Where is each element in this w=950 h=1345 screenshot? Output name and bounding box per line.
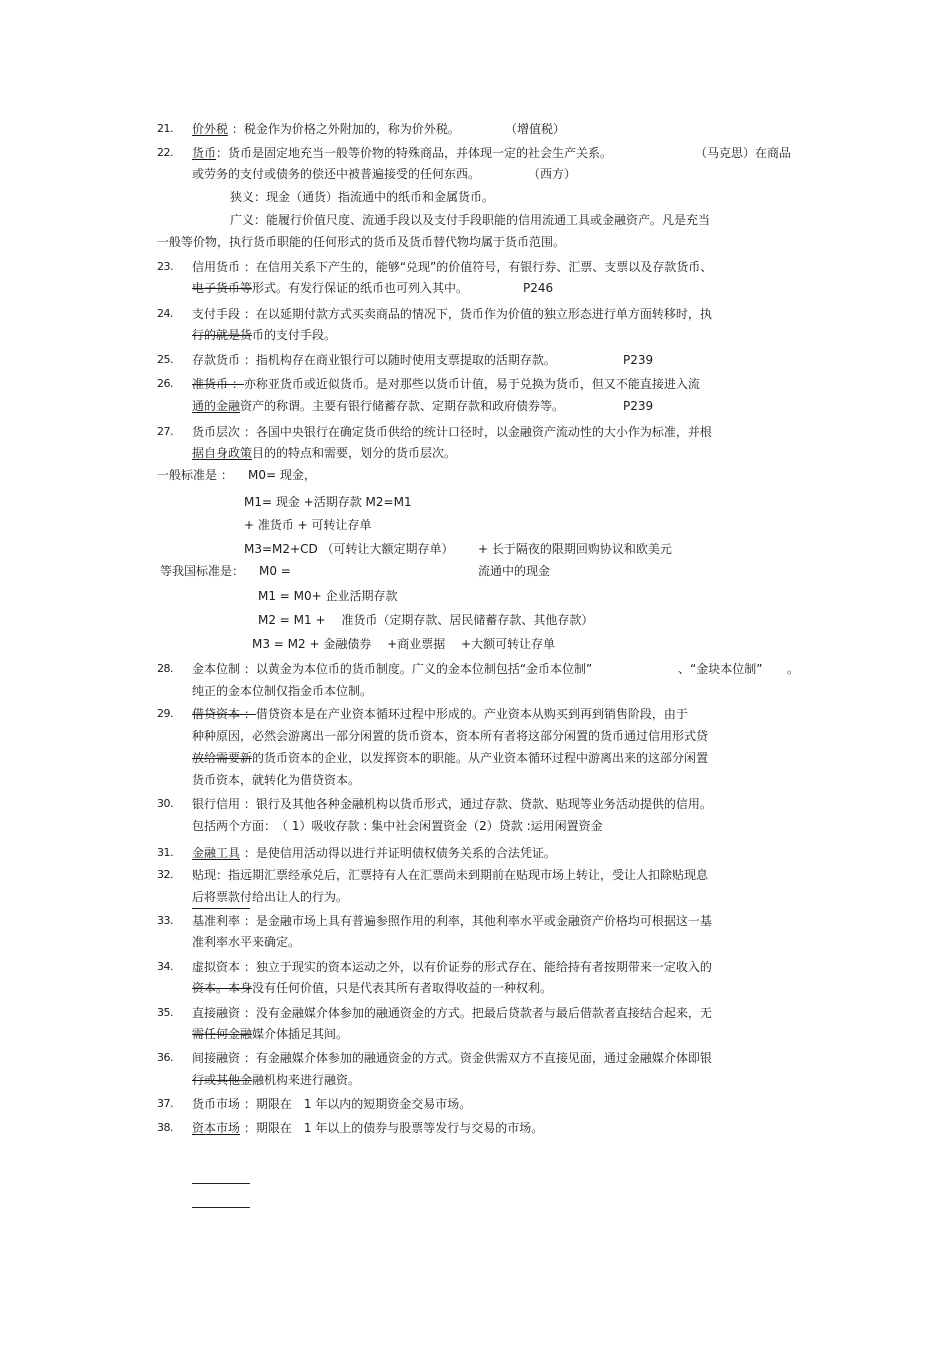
list-item [192, 145, 612, 161]
list-item [192, 121, 460, 137]
level-label: 一般标准是 ： [157, 468, 233, 482]
term: 银行信用 [192, 797, 241, 811]
list-item [192, 867, 708, 883]
item-number: 24. [157, 307, 173, 320]
definition: ：期限在 1 年以上的债券与股票等发行与交易的市场。 [240, 1121, 544, 1135]
level-m3-extra: + 长于隔夜的限期回购协议和欧美元 [478, 542, 672, 556]
definition: 借贷资本是在产业资本循环过程中形成的。产业资本从购买到再到销售阶段，由于 [255, 707, 688, 721]
definition: ：税金作为价格之外附加的，称为价外税。 [228, 122, 460, 136]
definition: ：指机构存在商业银行可以随时使用支票提取的活期存款。 [240, 353, 556, 367]
definition-line: 狭义：现金（通货）指流通中的纸币和金属货币。 [230, 190, 495, 204]
term: 支付手段 [192, 307, 241, 321]
cn-level-m2: M2 = M1 + 准货币（定期存款、居民储蓄存款、其他存款） [258, 613, 594, 627]
definition-line: 通的金融资产的称谓。主要有银行储蓄存款、定期存款和政府债券等。 [192, 399, 565, 413]
definition: ：以黄金为本位币的货币制度。广义的金本位制包括“金币本位制” [240, 662, 593, 676]
item-number: 34. [157, 960, 173, 973]
term: 直接融资 [192, 1006, 241, 1020]
definition-part: 、“金块本位制” [678, 662, 763, 676]
page-ref: P239 [623, 353, 654, 367]
cn-level-m3: M3 = M2 + 金融债券 +商业票据 +大额可转让存单 [252, 637, 556, 651]
term: 货币 [192, 146, 217, 160]
definition: ：银行及其他各种金融机构以货币形式，通过存款、贷款、贴现等业务活动提供的信用。 [240, 797, 712, 811]
definition: ：各国中央银行在确定货币供给的统计口径时，以金融资产流动性的大小作为标准，并根 [240, 425, 712, 439]
term: 基准利率 [192, 914, 241, 928]
definition: ：在以延期付款方式买卖商品的情况下，货币作为价值的独立形态进行单方面转移时，执 [240, 307, 712, 321]
item-number: 25. [157, 353, 173, 366]
item-number: 31. [157, 846, 173, 859]
note: （马克思）在商品 [695, 146, 792, 160]
list-item [192, 1005, 712, 1021]
cn-level-m0: M0 = [259, 564, 291, 578]
definition-line: 电子货币等形式。有发行保证的纸币也可列入其中。 [192, 281, 469, 295]
definition-line: 纯正的金本位制仅指金币本位制。 [192, 684, 373, 698]
level-m0: M0= 现金， [248, 468, 316, 482]
definition-line: 放给需要新的货币资本的企业，以发挥资本的职能。从产业资本循环过程中游离出来的这部分闲置 [192, 751, 709, 765]
term: 金本位制 [192, 662, 241, 676]
term: 货币市场 [192, 1097, 241, 1111]
blank-rule [192, 1207, 250, 1208]
term: 货币层次 [192, 425, 241, 439]
item-number: 27. [157, 425, 173, 438]
item-number: 30. [157, 797, 173, 810]
item-number: 36. [157, 1051, 173, 1064]
definition-line: 后将票款付给出让人的行为。 [192, 890, 349, 904]
term: 价外税 [192, 122, 229, 136]
cn-level-m1: M1 = M0+ 企业活期存款 [258, 589, 398, 603]
definition-line: 资本。本身没有任何价值，只是代表其所有者取得收益的一种权利。 [192, 981, 553, 995]
page-ref: P246 [523, 281, 554, 295]
definition: ：在信用关系下产生的，能够“兑现”的价值符号，有银行券、汇票、支票以及存款货币、 [240, 260, 713, 274]
list-item [192, 959, 712, 975]
item-number: 33. [157, 914, 173, 927]
definition-line: 一般等价物，执行货币职能的任何形式的货币及货币替代物均属于货币范围。 [157, 235, 566, 249]
note: （西方） [528, 167, 577, 181]
definition: ：是金融市场上具有普遍参照作用的利率，其他利率水平或金融资产价格均可根据这一基 [240, 914, 712, 928]
underline-rule [192, 908, 250, 909]
definition-line: 包括两个方面： （ 1）吸收存款 : 集中社会闲置资金（2）贷款 :运用闲置资金 [192, 819, 603, 833]
cn-level-label: 等我国标准是： [160, 564, 245, 578]
list-item [192, 796, 712, 812]
blank-rule [192, 1183, 250, 1184]
term: 间接融资 [192, 1051, 241, 1065]
definition-line: 准利率水平来确定。 [192, 935, 301, 949]
item-number: 37. [157, 1097, 173, 1110]
list-item [192, 376, 700, 392]
list-item [192, 845, 556, 861]
term: 贴现 [192, 868, 217, 882]
list-item [192, 306, 712, 322]
definition-line: 或劳务的支付或债务的偿还中被普遍接受的任何东西。 [192, 167, 481, 181]
definition: ：指远期汇票经承兑后，汇票持有人在汇票尚未到期前在贴现市场上转让，受让人扣除贴现息 [216, 868, 709, 882]
definition-line: 种种原因，必然会游离出一部分闲置的货币资本，资本所有者将这部分闲置的货币通过信用形式贷 [192, 729, 709, 743]
item-number: 32. [157, 868, 173, 881]
term: 准货币 ： [192, 377, 244, 391]
term: 资本市场 [192, 1121, 241, 1135]
item-number: 29. [157, 707, 173, 720]
list-item [192, 913, 712, 929]
list-item [192, 1096, 471, 1112]
item-number: 26. [157, 377, 173, 390]
page-ref: P239 [623, 399, 654, 413]
list-item [192, 352, 556, 368]
definition: ：期限在 1 年以内的短期资金交易市场。 [240, 1097, 472, 1111]
list-item [192, 259, 712, 275]
note: （增值税） [505, 122, 566, 136]
term: 存款货币 [192, 353, 241, 367]
definition-line: 据自身政策目的的特点和需要，划分的货币层次。 [192, 446, 457, 460]
definition-line: 广义：能履行价值尺度、流通手段以及支付手段职能的信用流通工具或金融资产。凡是充当 [230, 213, 711, 227]
level-m3: M3=M2+CD （可转让大额定期存单） [244, 542, 454, 556]
item-number: 23. [157, 260, 173, 273]
level-plus: + 准货币 + 可转让存单 [244, 518, 372, 532]
definition: ：独立于现实的资本运动之外，以有价证券的形式存在、能给持有者按期带来一定收入的 [240, 960, 712, 974]
list-item [192, 1120, 543, 1136]
definition-line: 需任何金融媒介体插足其间。 [192, 1027, 349, 1041]
definition: 亦称亚货币或近似货币。是对那些以货币计值，易于兑换为货币，但又不能直接进入流 [243, 377, 700, 391]
item-number: 21. [157, 122, 173, 135]
item-number: 22. [157, 146, 173, 159]
list-item [192, 706, 688, 722]
list-item [192, 1050, 712, 1066]
item-number: 28. [157, 662, 173, 675]
item-number: 35. [157, 1006, 173, 1019]
definition-line: 行的就是货币的支付手段。 [192, 328, 337, 342]
definition-line: 货币资本，就转化为借贷资本。 [192, 773, 361, 787]
item-number: 38. [157, 1121, 173, 1134]
definition-end: 。 [787, 662, 800, 676]
definition: ：没有金融媒介体参加的融通资金的方式。把最后贷款者与最后借款者直接结合起来，无 [240, 1006, 712, 1020]
term: 金融工具 [192, 846, 241, 860]
term: 信用货币 [192, 260, 241, 274]
list-item [192, 424, 712, 440]
definition: ：有金融媒介体参加的融通资金的方式。资金供需双方不直接见面，通过金融媒介体即银 [240, 1051, 712, 1065]
definition: ：货币是固定地充当一般等价物的特殊商品，并体现一定的社会生产关系。 [216, 146, 613, 160]
definition-line: 行或其他金融机构来进行融资。 [192, 1073, 361, 1087]
level-m1m2: M1= 现金 +活期存款 M2=M1 [244, 495, 412, 509]
list-item [192, 661, 592, 677]
term: 借贷资本 ： [192, 707, 256, 721]
definition: ：是使信用活动得以进行并证明债权债务关系的合法凭证。 [240, 846, 556, 860]
term: 虚拟资本 [192, 960, 241, 974]
cn-level-m0-value: 流通中的现金 [478, 564, 551, 578]
